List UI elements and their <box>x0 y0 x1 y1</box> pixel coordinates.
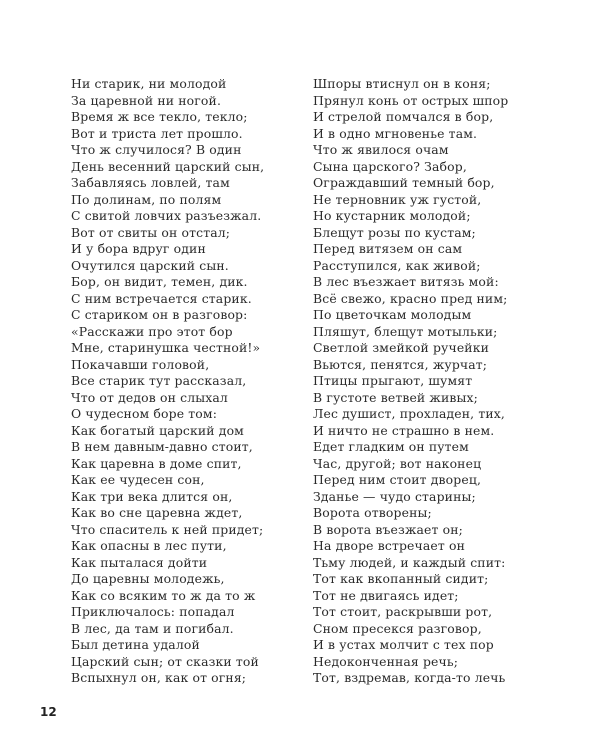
poem-line: Ворота отворены; <box>313 505 432 520</box>
poem-line: И ничто не страшно в нем. <box>313 422 495 438</box>
poem-line: Тот не двигаясь идет; <box>313 587 459 603</box>
poem-line: Расступился, как живой; <box>313 257 481 273</box>
poem-line: Прянул конь от острых шпор <box>313 92 509 108</box>
poem-line: Ограждавший темный бор, <box>313 175 495 190</box>
poem-line: И в устах молчит с тех пор <box>313 637 494 652</box>
poem-line: Приключалось: попадал <box>71 604 235 619</box>
poem-line: Бор, он видит, темен, дик. <box>71 274 248 289</box>
poem-column-right <box>313 76 508 687</box>
poem-line: С свитой ловчих разъезжал. <box>71 208 262 223</box>
poem-line: Не терновник уж густой, <box>313 191 482 207</box>
poem-line: Перед витязем он сам <box>313 241 463 256</box>
poem-line: Вспыхнул он, как от огня; <box>71 670 247 685</box>
poem-line: Очутился царский сын. <box>71 257 229 273</box>
poem-line: Едет гладким он путем <box>313 439 469 454</box>
poem-line: Перед ним стоит дворец, <box>313 472 482 487</box>
poem-line: Вот и триста лет прошло. <box>71 125 243 141</box>
poem-line: Все старик тут рассказал, <box>71 373 247 388</box>
poem-line: Тот стоит, раскрывши рот, <box>313 604 493 619</box>
poem-line: В густоте ветвей живых; <box>313 389 478 405</box>
poem-line: Мне, старинушка честной!» <box>71 340 261 355</box>
poem-line: Вьются, пенятся, журчат; <box>313 356 488 372</box>
poem-line: По цветочкам молодым <box>313 307 472 322</box>
poem-line: Сном пресекся разговор, <box>313 620 482 636</box>
poem-line: В нем давным-давно стоит, <box>71 439 253 454</box>
poem-line: В лес въезжает витязь мой: <box>313 274 499 289</box>
poem-line: Шпоры втиснул он в коня; <box>313 76 491 91</box>
poem-line: Тот как вкопанный сидит; <box>313 571 489 586</box>
poem-line: Ни старик, ни молодой <box>71 76 227 91</box>
poem-line: Что ж случилося? В один <box>71 142 242 157</box>
poem-line: Как три века длится он, <box>71 488 233 504</box>
poem-line: Что от дедов он слыхал <box>71 389 228 405</box>
poem-line: Царский сын; от сказки той <box>71 653 259 669</box>
poem-line: Птицы прыгают, шумят <box>313 373 473 388</box>
poem-line: Тьму людей, и каждый спит: <box>313 554 506 570</box>
poem-line: Как ее чудесен сон, <box>71 472 205 487</box>
poem-line: «Расскажи про этот бор <box>71 323 233 339</box>
poem-line: С ним встречается старик. <box>71 290 252 306</box>
poem-line: Тот, вздремав, когда-то лечь <box>313 670 506 685</box>
poem-line: Как опасны в лес пути, <box>71 538 227 553</box>
poem-line: Как богатый царский дом <box>71 422 244 438</box>
poem-line: Вот от свиты он отстал; <box>71 224 231 240</box>
poem-line: В ворота въезжает он; <box>313 521 463 537</box>
poem-line: Что ж явилося очам <box>313 142 449 157</box>
poem-line: Зданье — чудо старины; <box>313 488 476 504</box>
poem-line: Время ж все текло, текло; <box>71 109 248 124</box>
poem-line: Час, другой; вот наконец <box>313 455 482 471</box>
poem-line: С стариком он в разговор: <box>71 307 248 322</box>
poem-line: Всё свежо, красно пред ним; <box>313 290 508 306</box>
poem-line: За царевной ни ногой. <box>71 92 222 108</box>
poem-line: До царевны молодежь, <box>71 571 225 586</box>
poem-line: Как со всяким то ж да то ж <box>71 587 256 603</box>
poem-line: Что спаситель к ней придет; <box>71 521 264 537</box>
poem-line: Недоконченная речь; <box>313 653 459 669</box>
poem-line: Сына царского? Забор, <box>313 158 467 174</box>
poem-line: И у бора вдруг один <box>71 241 206 256</box>
poem-line: Покачавши головой, <box>71 356 210 372</box>
poem-line: И в одно мгновенье там. <box>313 125 478 141</box>
poem-line: Как во сне царевна ждет, <box>71 505 243 520</box>
poem-line: По долинам, по полям <box>71 191 222 207</box>
poem-line: О чудесном боре том: <box>71 406 218 421</box>
poem-line: Как пыталася дойти <box>71 554 208 570</box>
poem-line: День весенний царский сын, <box>71 158 265 174</box>
poem-line: На дворе встречает он <box>313 538 466 553</box>
poem-line: Лес душист, прохладен, тих, <box>313 406 506 421</box>
poem-column-left <box>71 76 264 687</box>
poem-line: Забавляясь ловлей, там <box>71 175 230 190</box>
poem-line: И стрелой помчался в бор, <box>313 109 494 124</box>
poem-line: Светлой змейкой ручейки <box>313 340 490 355</box>
poem-line: Но кустарник молодой; <box>313 208 471 223</box>
poem-line: Блещут розы по кустам; <box>313 224 476 240</box>
poem-line: Как царевна в доме спит, <box>71 455 242 471</box>
poem-line: Пляшут, блещут мотыльки; <box>313 323 498 339</box>
poem-line: Был детина удалой <box>71 637 200 652</box>
page-number: 12 <box>40 705 57 719</box>
poem-line: В лес, да там и погибал. <box>71 620 234 636</box>
